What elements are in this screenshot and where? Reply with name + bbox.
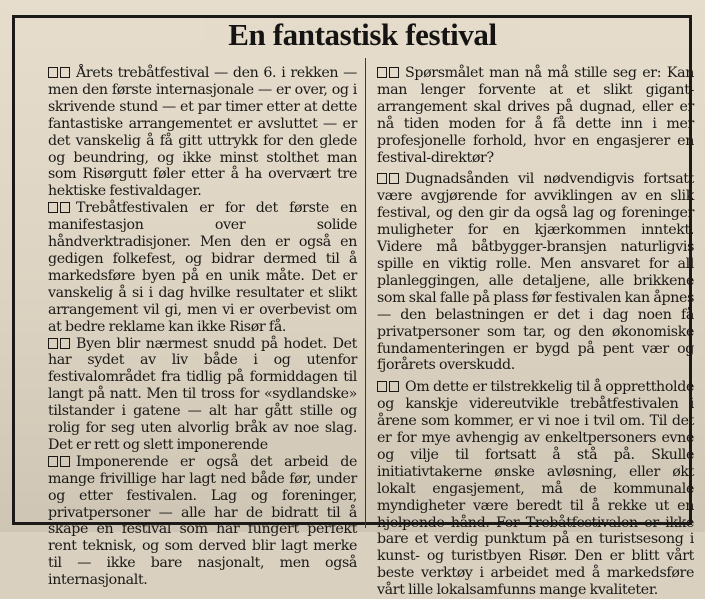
- paragraph-box-icon: [389, 381, 399, 392]
- paragraph-box-icon: [48, 202, 58, 213]
- paragraph-box-icon: [377, 381, 387, 392]
- paragraph: [48, 65, 357, 200]
- paragraph: [48, 336, 357, 454]
- paragraph-text: Om dette er tilstrekkelig til å opprettholde og kanskje videreutvikle trebåtfestivalen i årene som kommer, er vi noe i tvil om. Til det er for mye avhengig av enkeltpersoners evne og vilje til fortsatt å stå på. Skulle initiativtakerne ønske avløsning, eller økt lokalt engasjement, må de kommunale myndigheter være beredt til å rekke ut en hjelpende hånd. For Trebåtfestivalen er ikke bare et verdig punktum på en turistsesong i kunst- og turistbyen Risør. Den er blitt vårt beste verktøy i arbeidet med å markedsføre vårt lille lokalsamfunns mange kvaliteter.: [377, 379, 694, 599]
- paragraph-text: Imponerende er også det arbeid de mange frivillige har lagt ned både før, under og etter festivalen. Lag og foreninger, privatpersoner — alle har de bidratt til å skape en festival som har fungert perfekt rent teknisk, og som derved blir lagt merke til — ikke bare nasjonalt, men også internasjonalt.: [48, 453, 357, 589]
- headline-box: [205, 18, 520, 52]
- paragraph: [48, 454, 357, 589]
- right-column: [377, 65, 694, 599]
- headline: En fantastisk festival: [228, 17, 497, 52]
- paragraph-text: Trebåtfestivalen er for det første en manifestasjon over solide håndverktradisjoner. Men den er også en gedigen folkefest, og bidrar dermed til å markedsføre byen på en unik måte. Det er vanskelig å si i dag hvilke resultater et slikt arrangement vil gi, men vi er overbevist om at bedre reklame kan ikke Risør få.: [48, 200, 357, 335]
- paragraph-text: Dugnadsånden vil nødvendigvis fortsatt være avgjørende for avviklingen av en slik festival, og den gir da også lag og foreninger muligheter for en kjærkommen inntekt. Videre må båtbygger-bransjen naturligvis spille en viktig rolle. Men ansvaret for all planleggingen, alle detaljene, alle brikkene som skal falle på plass før festivalen kan åpnes — den belastningen er det i dag noen få privatpersoner som tar, og den økonomiske fundamenteringen er bygd på pent vær og fjorårets overskudd.: [377, 171, 694, 374]
- paragraph-box-icon: [48, 456, 58, 467]
- paragraph-box-icon: [377, 173, 387, 184]
- paragraph-text: Spørsmålet man nå må stille seg er: Kan man lenger forvente at et slikt gigant-arrangement skal drives på dugnad, eller er nå tiden moden for å få dette inn i mer profesjonelle forhold, hvor en engasjerer en festival-direktør?: [377, 65, 694, 166]
- paragraph-box-icon: [60, 67, 70, 78]
- paragraph: [377, 379, 694, 599]
- paragraph-box-icon: [377, 67, 387, 78]
- paragraph-text: Årets trebåtfestival — den 6. i rekken — men den første internasjonale — er over, og i skrivende stund — et par timer etter at dette fantastiske arrangementet er avsluttet — er det vanskelig å få gitt uttrykk for den glede og beundring, og ikke minst stolthet man som Risørgutt føler etter å ha overvært tre hektiske festivaldager.: [48, 65, 357, 200]
- paragraph-box-icon: [48, 338, 58, 349]
- left-column: [48, 65, 357, 589]
- paragraph-text: Byen blir nærmest snudd på hodet. Det har sydet av liv både i og utenfor festivalområdet fra tidlig på formiddagen til langt på natt. Men til tross for «sydlandske» tilstander i gatene — alt har gått stille og rolig for seg uten alvorlig bråk av noe slag. Det er rett og slett imponerende: [48, 335, 357, 453]
- article-frame: [12, 15, 694, 599]
- paragraph: [377, 171, 694, 374]
- paragraph-box-icon: [48, 67, 58, 78]
- paragraph-box-icon: [389, 67, 399, 78]
- paragraph-box-icon: [60, 456, 70, 467]
- paragraph: [377, 65, 694, 166]
- paragraph-box-icon: [60, 202, 70, 213]
- paragraph-box-icon: [389, 173, 399, 184]
- paragraph: [48, 200, 357, 335]
- paragraph-box-icon: [60, 338, 70, 349]
- column-divider: [365, 58, 366, 528]
